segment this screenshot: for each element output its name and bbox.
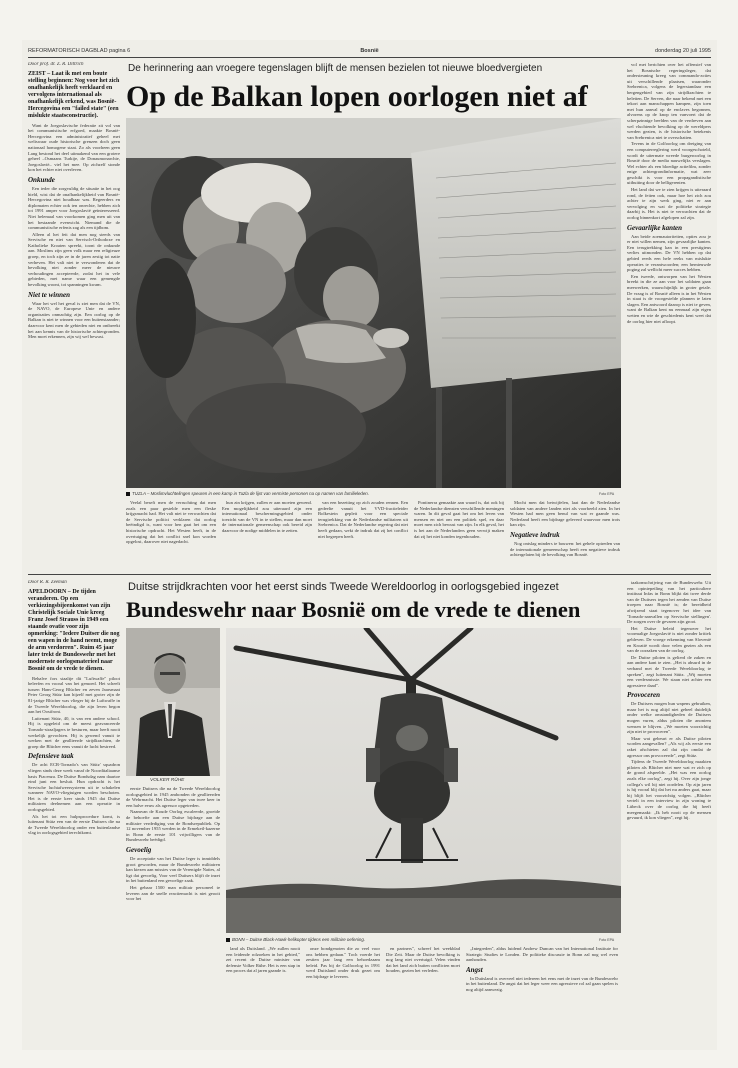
article1-paragraph: Alleen al het feit dat men nog steeds van Servische en niet van Servisch-Orthodoxe en Katholieke Kroaten spreekt, toont de onkunde aan. Moslims zijn geen volk maar een religieuze groep, en toch zijn ze in de jaren zestig tot natie verheven. Het valt niet te verwonderen dat de bevolking niet zonder meer de nieuwe verhoudingen accepteerde, zodat het in vele gebieden, met name waar een gemengde bevolking woont, tot spanningen kwam. — [28, 231, 120, 288]
article2-paragraph: De acceptatie van het Duitse leger is inmiddels groot geworden, maar de Bundeswehr militairen kan kiezen aan missies van de Verenigde Naties, al ligt dat gevoelig. Voor veel Duitsers blijft de inzet in het buitenland een gevoelige zaak. — [126, 855, 220, 884]
article2-paragraph: Tijdens de Tweede Wereldoorlog maakten piloten als Blücher niet mee wat er zich op de grond afspeelde. „Het was een oorlog zoals elke oorlog", zegt hij. Over zijn jonge collega's wil hij niet oordelen. Op zijn jaren is hij vooral blij dat het nu anders gaat, maar hij blijft het voorzichtig volgen. „Blücher vertelt in een interview in zijn woning te Lübeck over de oorlog die hij heeft meegemaakt: „Ik heb nooit op de mensen gevuurd, ik kon vliegen", zegt hij. — [627, 759, 711, 821]
article1-paragraph: vol met berichten over het offensief van het Bosnische regeringsleger, dat ondersteuning kreeg van commando-acties uit verschillende plaatsen, waaronder Srebrenica, volgens de legerstandaar een bergengebied van zijn strijdkrachten te beletten. De Serven, die naar bekend met een tekort aan manschappen kampen, zijn toen met hun aanval op de enclaves begonnen, alvorens op de knop ten vanvoert dat de scherpzinnige beelden van de verdreven aan wel vluchtende bevolking op de wereldpers werden gezien, is de historische betekenis van Srebrenica niet te overschatten. — [627, 62, 711, 140]
article2-paragraph: Het Duitse beleid tegenover het voormalige Joegoslavië is niet zonder kritiek gebleven. De vroege erkenning van Slovenië en Kroatië wordt door velen gezien als een van de oorzaken van de oorlog. — [627, 625, 711, 654]
article2-paragraph: land als Duitsland. „We zullen nooit een leidende rolzoeken in het gebied," zei recent de Duitse minister van defensie Volker Rühe. Het is een stap in een proces dat al jaren gaande is. — [226, 946, 300, 974]
article1-subheading: Onkunde — [28, 175, 55, 184]
helicopter-photo-credit: Foto EPA — [599, 938, 615, 942]
article2-paragraph: Naamvan de Koude Oorlog escaleerde, groeide de behoefte aan een Duitse bijdrage aan de militaire verdediging van de Bondsrepubliek. Op 12 november 1955 werden in de Ermekeil-kazerne in Bonn de eerste 101 vrijwilligers van de Bundeswehr beëdigd. — [126, 809, 220, 843]
article2-kicker: Duitse strijdkrachten voor het eerst sinds Tweede Wereldoorlog in oorlogsgebied ingezet — [128, 581, 559, 593]
article2-lead: APELDOORN – De tijden veranderen. Op een verkiezingsbijeenkomst van zijn Christelijk Sociale Unie kreeg Franz Josef Strauss in 1949 een staande ovatie voor zijn opmerking: "Iedere Duitser die nog een wapen in de hand neemt, moge de arm verdorren". Ruim 45 jaar later trekt de Bundeswehr met het modernste oorlogsmaterieel naar Bosnië om de vrede te dienen. — [28, 588, 120, 672]
article1-headline: Op de Balkan lopen oorlogen niet af — [126, 80, 588, 113]
caption-bullet-icon — [126, 492, 130, 496]
article2-column — [226, 946, 300, 1048]
article1-lead: ZEIST – Laat ik met een boute stelling beginnen: Nog voor het zich onafhankelijk heeft verklaard en vervolgens internationaal als onafhankelijk erkend, was Bosnië-Hercegovina een "failed state" (een mislukte staatsconstructie). — [28, 70, 120, 119]
article1-paragraph: Tevens in de Golfoorlog om dreiging van een computerreglering werd voorgeschoteld, wordt de uitermate wreede burgeroorlog in Bosnië door de media nauwelijks verslagen. Wel echter als een bloedige actiefilm, zonder enige achtergrondinformatie, wat zeer geschikt is voor een propagandistische uitbuiting door de belligerenten. — [627, 141, 711, 186]
article2-column — [306, 946, 380, 1048]
article2-column — [466, 946, 618, 1048]
article1-kicker: De herinnering aan vroegere tegenslagen blijft de mensen bezielen tot nieuwe bloedvergieten — [128, 63, 543, 74]
article2-byline: Door R. R. Zeeman — [28, 580, 67, 585]
article2-column-left — [28, 580, 120, 1045]
article1-subheading: Niet te winnen — [28, 290, 71, 299]
article1-paragraph: Pontinerra gemaakte aan waard is, dat ook bij de Nederlandse diensten verschillende meningen waren. In dit geval gaat het om het leven van mensen en niet om een politiek spel, en daar moet men zich bewust van zijn. In elk geval, het is het aan de Nederlanders geen verwijt maken dat zij het niet konden tegenhouden. — [414, 500, 504, 539]
article2-paragraph: eerste Duitsers die na de Tweede Wereldoorlog oorlogsgebied in 1945 ambonden de geallieerden de Wehrmacht. Het Duitse leger van twee keer in een halve eeuw als agressor opgetreden. — [126, 786, 220, 808]
header-rule — [28, 57, 711, 58]
article2-paragraph: Het gebaar 1500 man militair personeel te leveren aan de snelle reactiemacht is niet geooit voor het — [126, 884, 220, 902]
tuzla-refugees-photo — [126, 118, 621, 488]
article1-paragraph: Aan beide zoemautoriteiten, opties zou je er niet willen nemen, zijn gevaarlijke kanten. Een terugtrekking kan in een prestigieus verlies uitmonden. De VN hebben op dat gebied reeds een hele reeks van mislukte operaties te verantwoorden; een hernieuwde poging zal wellicht meer succes hebben. — [627, 233, 711, 273]
ruhe-photo-caption: VOLKER RÜHE — [150, 778, 185, 783]
article1-column-left — [28, 62, 120, 527]
article1-paragraph: Een tweede, ontworpen van het Westen breekt in die ze aan voor het soldaten gaan meewerken, waarschijnlijk in groter getale. De vraag is of Bosnië alleen is in het Westen in staat is de voorgestelde plannen te laten slagen. Een antwoord daarop is niet te geven, want de Balkan kent nu eenmaal zijn eigen wetten en wie de geschiedenis kent weet dat de oorlog hier niet afloopt. — [627, 273, 711, 324]
article2-paragraph: onze bondgenoten die zo veel voor ons hebben gedaan." Toch voerde het zestien jaar lang een behoedzaam beleid. Pas bij de Golfoorlog in 1991 werd Duitsland onder druk gezet om een bijdrage te leveren. — [306, 946, 380, 979]
article2-paragraph: en partners", schreef het weekblad Die Zeit. Maar de Duitse bevolking is nog lang niet overtuigd. Velen vinden dat het land zich buiten conflicten moet houden, gezien het verleden. — [386, 946, 460, 974]
article1-column — [126, 500, 216, 570]
article2-subheading: Gevoelig — [126, 845, 152, 854]
article1-paragraph: hun zin krijgen, zullen er aan moeten gewend. Een mogelijkheid zou uiteraard zijn een internationaal beschermingsgebied onder toezicht van de VN in te stellen, maar dan moet de internationale gemeenschap ook bereid zijn daarvoor de nodige middelen in te zetten. — [222, 500, 312, 533]
header-paper-name: REFORMATORISCH DAGBLAD pagina 6 — [28, 48, 131, 54]
article2-paragraph: De acht ECR-Tornado's van Stütz' squadron vliegen sinds deze week vanaf de Noorditaliaanse basis Piacenza. De Duitse Bondsdag nam daartoe eind juni een besluit. Hun opdracht is het Servische luchtafweersysteem uit te schakelen wanneer NAVO-vliegtuigen worden beschoten. Het is de eerste keer sinds 1945 dat Duitse militairen deelnemen aan een operatie in oorlogsgebied. — [28, 762, 120, 813]
article1-paragraph: Een ieder die zorgvuldig de situatie in het oog hield, wist dat de onafhankelijkheid van Bosnië-Hercegovina niet houdbaar was. Regeerders en diplomaten echter ook ten onrechte, hebben zich tot 1991 amper voor Joegoslavië geïnteresseerd. Niet helemaal van voorkomen ging men uit van het bestaande evenwicht. Niemand die de communistische erfenis zag als een tijdbom. — [28, 185, 120, 231]
article2-subheading: Provoceren — [627, 691, 661, 700]
article2-paragraph: In Duitsland is overveel niet iedereen het eens met de inzet van de Bundeswehr in het buitenland. De angst dat het leger weer een agressieve rol zal gaan spelen is nog altijd aanwezig. — [466, 975, 618, 992]
article1-column — [414, 500, 504, 570]
article2-paragraph: De Duitse piloten is gelierd de zaken en aan andere kant te zien. „Het is absurd in de verband met de Tweede Wereldoorlog te spreken", zegt luitenant Stütz. „Wij moeten een vredesmissie. We staan niet achter een agressieve daad". — [627, 654, 711, 688]
article1-subheading: Gevaarlijke kanten — [627, 223, 683, 232]
article2-subheading: Defensieve taak — [28, 752, 74, 761]
article1-column — [510, 500, 620, 570]
section-divider — [28, 574, 711, 575]
article1-paragraph: Nog ontslag minders te bouwen: het gehele optreden van de internationale gemeenschap heeft een negatieve indruk achtergelaten bij de bevolking van Bosnië. — [510, 540, 620, 558]
article2-paragraph: „Integreden", aldus luidend Andrew Duncan van het International Institute for Strategic Studies te Londen. De politieke discussie in Bonn zal nog wel even aanhouden. — [466, 946, 618, 963]
helicopter-photo — [226, 628, 621, 933]
article1-paragraph: Het land dat we te zien krijgen is uiteraard rond, de feiten ook, maar hoe het zich zou achter te zijn werk ging, niet er aan vervolging en wat de politieke strategie daarbij is. Het is niet te verwachten dat de oorlog binnenkort afgelopen zal zijn. — [627, 187, 711, 221]
article1-subheading: Negatieve indruk — [510, 530, 560, 539]
article1-column — [222, 500, 312, 570]
tuzla-photo-caption-text: TUZLA – Moslimvluchtelingen speuren in een kamp in Tuzla de lijst van vermiste personen na op namen van familieleden. — [132, 491, 369, 496]
article1-paragraph: van een bezetting op zich zouden rennen. Een gedeelte vanuit het VVD-fractieleider Bolkestein gepleit voor een speciale terugtrekking van de Nederlandse militairen uit Srebrenica. Dat de Nederlandse regering dat niet heeft gedaan, wekt de indruk dat zij het conflict niet begrepen heeft. — [318, 500, 408, 539]
article2-paragraph: De Duitsers mogen hun wapens gebruiken, maar het is nog altijd niet geheel duidelijk onder welke omstandigheden de Duitsers mogen vuren, aldus piloten die anoniem wensen te blijven. „We moeten voorzichtig zijn niet te provoceren". — [627, 701, 711, 735]
article2-column — [386, 946, 460, 1048]
article2-paragraph: Maar wat gebeurt er als Duitse piloten worden aangevallen? „Als wij als eerste een raket afschieten zal dat zijn omdat de agressor ons provoceerde", zegt Stütz. — [627, 735, 711, 758]
header-date: donderdag 20 juli 1995 — [655, 48, 711, 54]
caption-bullet-icon — [226, 938, 230, 942]
volker-ruhe-photo — [126, 628, 220, 776]
article2-paragraph: Als het tot een hulpsprocedure komt, is luitenant Stütz een van de eerste Duitsers die na de Tweede Wereldoorlog onder een buitenlandse vlag in oorlogsgebied terechtkomt. — [28, 813, 120, 836]
helicopter-photo-caption — [226, 937, 365, 942]
article1-paragraph: Want de Joegoslavische federatie zit vol van het communistische erfgoed, maakte Bosnië-Hercegovina een administratief geheel met weliswaar oude historische grenzen doch geen nationaal homogene staat. Zo als voorheen geen Lang bestond het deel uitmakend van een grotere geheel –Osmaans Turkije, de Donaumonarchie, Joegoslavië– viel het mee. Op zichzelf stonde kon het echter niet overleven. — [28, 122, 120, 173]
helicopter-photo-caption-text: BONN – Duitse Black-Hawk-helikopter tijdens een militaire oefening. — [232, 937, 365, 942]
article2-subheading: Angst — [466, 965, 483, 974]
article1-paragraph: Veelal beseft men de verruchting dat men zoals een paar gestelde men een fleske krijgsmacht had. Het valt niet te verwachten dat de Servische politici verklaren dat oorlog beëindigd is, want voor hen gaat het om een historische opdracht. Het Westen heeft, in de overtuiging dat het conflict snel kon worden opgelost, daarover niet nagedacht. — [126, 500, 216, 545]
article2-column — [126, 786, 220, 1048]
article1-column-right — [627, 62, 711, 570]
article2-paragraph: Luitenant Stütz, 40, is van een andere school. Hij is opgeleid om de meest geavanceerde Tornado-straaljagers te besturen, maar heeft nooit werkelijk gevochten. Hij is gewend vanuit te werken met de geallieerde strijdkrachten, de groep die Blücher eens vanuit de lucht bestreed. — [28, 715, 120, 749]
tuzla-photo-caption — [126, 491, 369, 496]
article1-byline: Door prof. dr. Z. R. Dittrich — [28, 62, 84, 67]
article1-paragraph: Mocht men dat betwijfelen, laat dan de Nederlandse soldaten van andere landen niet als voorbeeld zien. In het Westen had men geen benul van wat er gaande was. Nederland heeft een bijdrage geleverd waarvoor men trots kan zijn. — [510, 500, 620, 528]
article1-paragraph: Waar het wel het geval is ziet men dat de VN, de NAVO, de Europese Unie en andere organisaties onmachtig zijn. Een oorlog op de Balkan is niet te winnen voor een buitenstaander; daarvoor kent men de gebieden niet en ontbreekt het aan kennis van de historische achtergronden. Men moet erkennen, zijn wij wel bewust. — [28, 300, 120, 340]
article2-headline: Bundeswehr naar Bosnië om de vrede te dienen — [126, 597, 581, 622]
article2-paragraph: taakomschrijving van de Bundeswehr. Uit een opiniepeiling van het particuliere instituut Infas in Bonn blijkt dat twee derde van de Duitsers tegen het zenden van Duitse troepen naar Bosnië is; de bereidheid afwijzend staat tegenover het idee van 'Tornado-aanvallen op Servische stellingen'. De zorgen over de gevaren zijn groot. — [627, 580, 711, 625]
article2-paragraph: Behalve fors staaltje dit "Luftwaffe" piloot beleefen en vooral van het gemoed. Het scheelt tussen Hans-Georg Blücher en zeven Jaarsmaat Peter Georg Stütz kan hijzelf met groter zijn de 81-jarige Blücher was vlieger bij de Luftwaffe in de Tweede Wereldoorlog, die zijn leven begon aan het Oostfront. — [28, 675, 120, 715]
header-section: Bosnië — [360, 48, 379, 54]
article1-column — [318, 500, 408, 570]
tuzla-photo-credit: Foto EPA — [599, 492, 615, 496]
article2-column-right — [627, 580, 711, 1048]
